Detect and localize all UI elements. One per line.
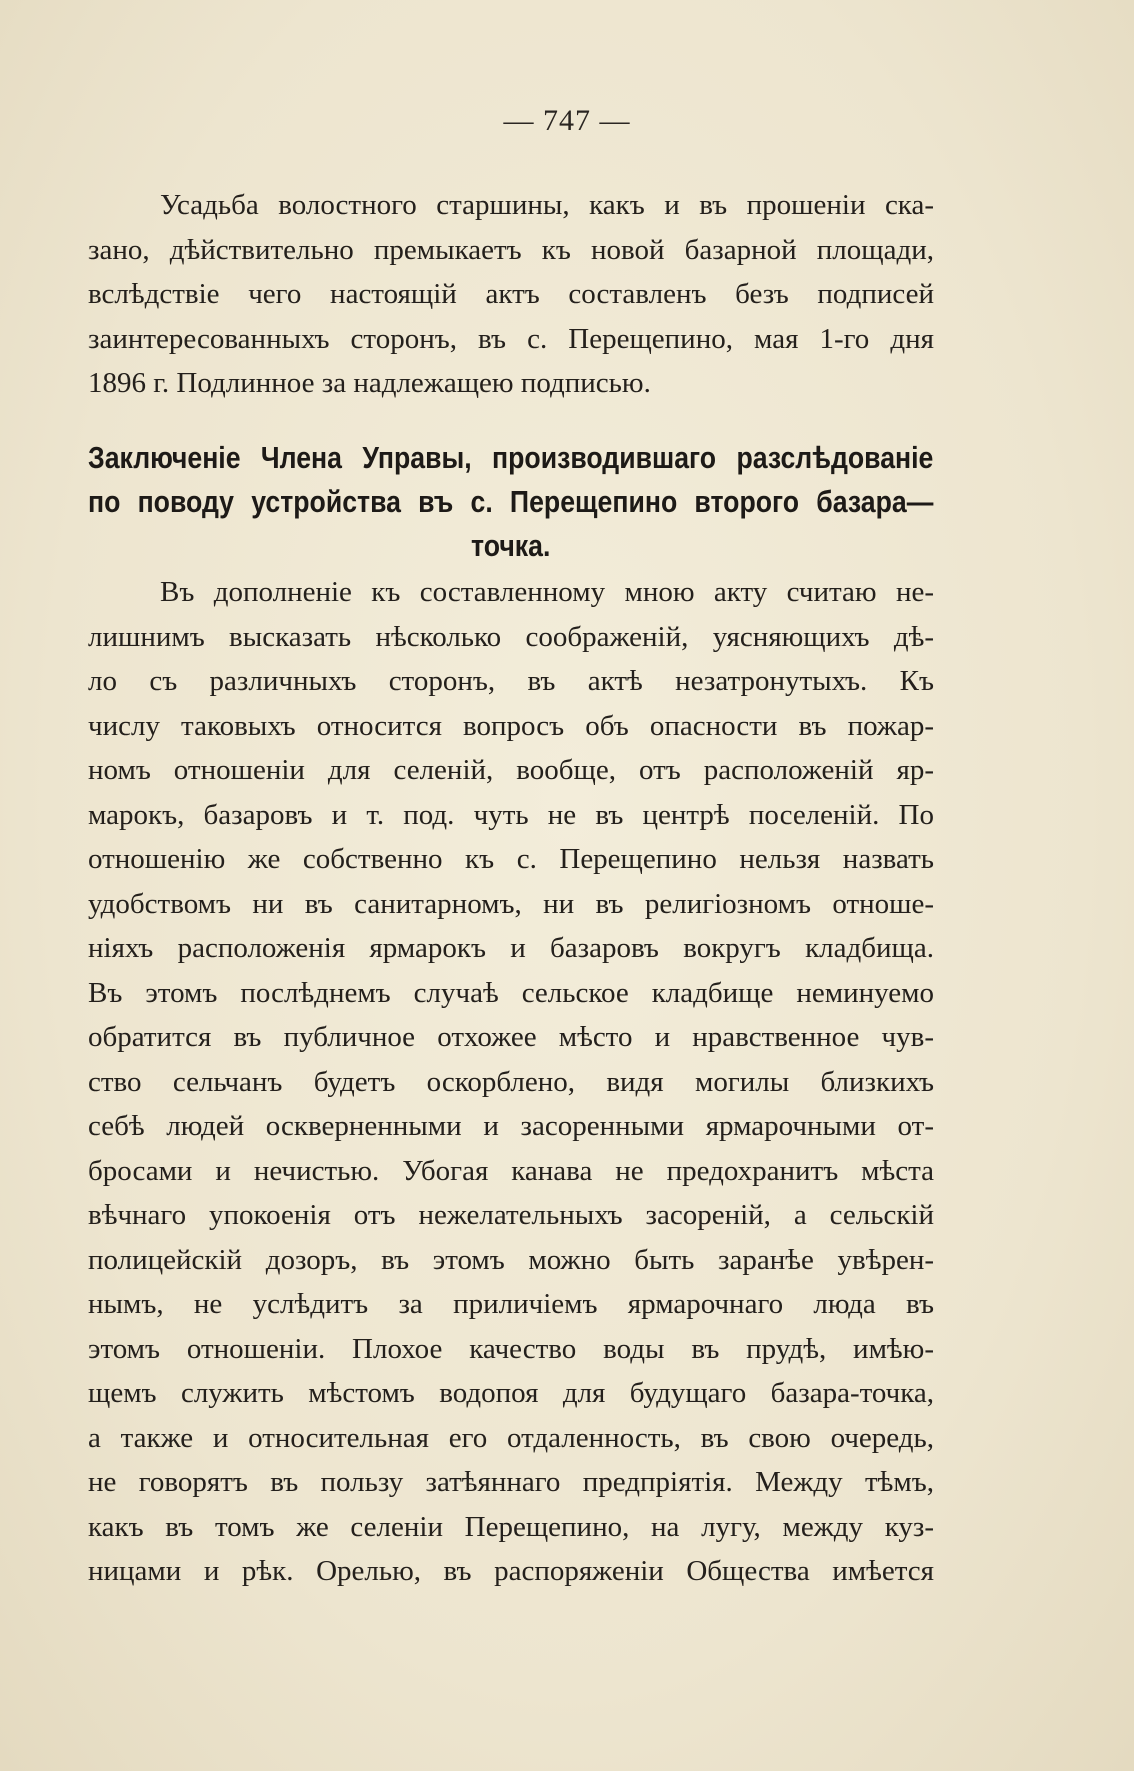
paragraph-2 bbox=[88, 570, 934, 1594]
text-line: ство сельчанъ будетъ оскорблено, видя могилы близкихъ bbox=[88, 1065, 934, 1098]
text-line: себѣ людей оскверненными и засоренными ярмарочными от- bbox=[88, 1110, 934, 1142]
text-line: не говорятъ въ пользу затѣяннаго предпріятія. Между тѣмъ, bbox=[88, 1466, 934, 1498]
text-line: бросами и нечистью. Убогая канава не предохранитъ мѣста bbox=[88, 1154, 934, 1187]
text-line: 1896 г. Подлинное за надлежащею подписью. bbox=[88, 367, 651, 399]
paragraph-1 bbox=[88, 183, 934, 406]
text-line: Усадьба волостного старшины, какъ и въ прошеніи ска- bbox=[160, 189, 934, 221]
text-line: номъ отношеніи для селеній, вообще, отъ расположеній яр- bbox=[88, 754, 934, 786]
text-line: Въ дополненіе къ составленному мною акту считаю не- bbox=[160, 576, 934, 608]
text-line: нымъ, не услѣдитъ за приличіемъ ярмарочнаго люда въ bbox=[88, 1288, 934, 1320]
heading-line: по поводу устройства въ с. Перещепино второго базара— bbox=[88, 484, 934, 519]
text-line: а также и относительная его отдаленность, въ свою очередь, bbox=[88, 1421, 934, 1454]
text-line: щемъ служить мѣстомъ водопоя для будущаго базара-точка, bbox=[88, 1377, 934, 1409]
text-line: удобствомъ ни въ санитарномъ, ни въ религіозномъ отноше- bbox=[88, 887, 934, 920]
text-line: Въ этомъ послѣднемъ случаѣ сельское кладбище неминуемо bbox=[88, 976, 934, 1009]
text-line: зано, дѣйствительно премыкаетъ къ новой базарной площади, bbox=[88, 233, 934, 266]
text-line: ло съ различныхъ сторонъ, въ актѣ незатронутыхъ. Къ bbox=[88, 665, 934, 697]
heading-line: точка. bbox=[470, 528, 551, 563]
text-line: отношенію же собственно къ с. Перещепино нельзя назвать bbox=[88, 843, 934, 875]
text-line: ницами и рѣк. Орелью, въ распоряженіи Общества имѣется bbox=[88, 1555, 934, 1587]
page-number: — 747 — bbox=[503, 104, 631, 137]
text-line: полицейскій дозоръ, въ этомъ можно быть заранѣе увѣрен- bbox=[88, 1243, 934, 1276]
text-line: какъ въ томъ же селеніи Перещепино, на лугу, между куз- bbox=[88, 1510, 934, 1543]
text-line: вслѣдствіе чего настоящій актъ составленъ безъ подписей bbox=[88, 278, 934, 310]
text-line: обратится въ публичное отхожее мѣсто и нравственное чув- bbox=[88, 1021, 934, 1053]
heading-line: Заключеніе Члена Управы, производившаго разслѣдованіе bbox=[88, 440, 934, 475]
text-line: этомъ отношеніи. Плохое качество воды въ прудѣ, имѣю- bbox=[88, 1332, 934, 1365]
text-line: ніяхъ расположенія ярмарокъ и базаровъ вокругъ кладбища. bbox=[88, 932, 934, 964]
text-line: марокъ, базаровъ и т. под. чуть не въ центрѣ поселеній. По bbox=[88, 798, 934, 831]
text-line: числу таковыхъ относится вопросъ объ опасности въ пожар- bbox=[88, 709, 934, 742]
text-line: вѣчнаго упокоенія отъ нежелательныхъ засореній, а сельскій bbox=[88, 1199, 934, 1231]
text-line: заинтересованныхъ сторонъ, въ с. Перещепино, мая 1-го дня bbox=[88, 322, 934, 355]
section-heading bbox=[88, 436, 933, 568]
text-line: лишнимъ высказать нѣсколько соображеній, уясняющихъ дѣ- bbox=[88, 620, 934, 653]
